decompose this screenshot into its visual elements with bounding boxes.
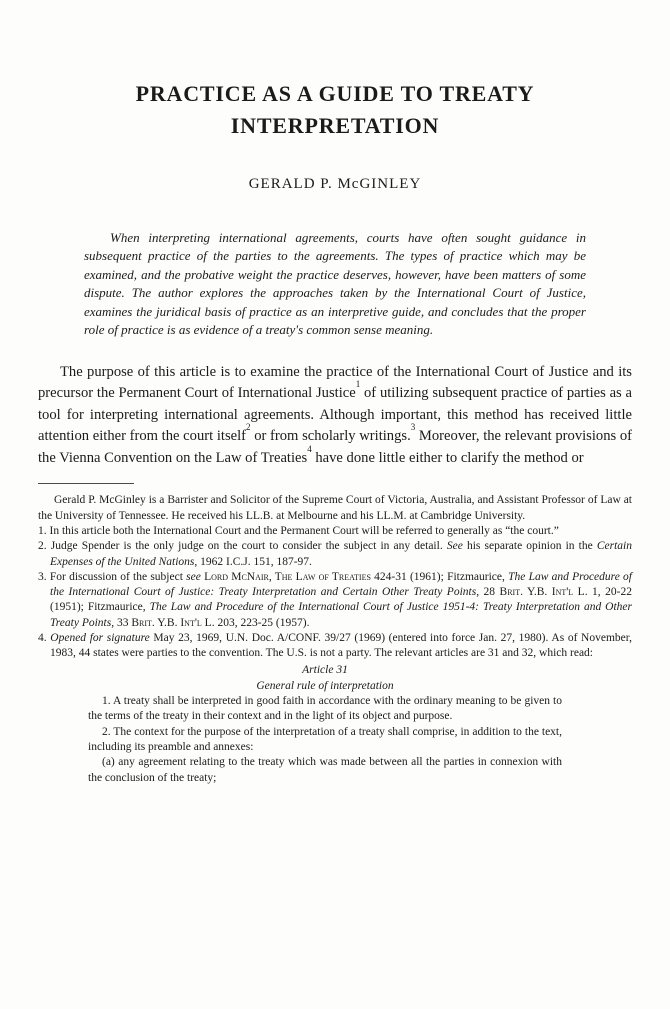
text-segment: have done little either to clarify the method or [311,449,584,466]
text-segment: 203, 223-25 (1957). [214,616,310,629]
text-segment: of utilizing subsequent practice of parties as a tool for interpreting international agreements. Although important, this method has received little attention either from the court itself [38,385,632,445]
article-citation-title: The Law and Procedure of the International Court of Justice: Treaty Interpretation and Certain Other Treaty Points [50,570,632,599]
abstract: When interpreting international agreements, courts have often sought guidance in subsequent practice of the parties to the agreements. The types of practice which may be examined, and the probative weight the practice deserves, however, have been matters of some dispute. The author explores the approaches taken by the International Court of Justice, examines the juridical basis of practice as an interpretive guide, and concludes that the proper role of practice is as evidence of a treaty's common sense meaning. [84,229,586,338]
footnote-ref-1: 1 [355,379,361,390]
text-segment: The purpose of this article is to examine the practice of the International Court of Justice and its precursor the Permanent Court of International Justice [38,363,632,402]
text-segment: , 33 [111,616,132,629]
text-segment: 3. For discussion of the subject [38,570,187,583]
article-title [38,78,632,142]
footnote-4 [38,631,632,662]
footnote-ref-3: 3 [410,422,416,433]
article-31-heading: Article 31 [302,663,348,676]
article-citation-title: The Law and Procedure of the International Court of Justice 1951-4: Treaty Interpretation and Other Treaty Points [50,601,632,629]
text-segment: his separate opinion in the [462,540,597,553]
text-segment: Moreover, the relevant provisions of the Vienna Convention on the Law of Treaties [38,428,633,466]
article-31-subheading: General rule of interpretation [256,679,394,692]
text-segment: , 28 [476,586,500,599]
footnote-separator-rule [38,483,134,484]
text-segment: 1, 20-22 (1951); Fitzmaurice, [50,586,632,614]
footnote-1: 1. In this article both the International Court and the Permanent Court will be referred to generally as “the court.” [38,525,559,538]
body-paragraph [38,362,632,470]
footnote-3 [38,570,632,631]
author-name: GERALD P. McGINLEY [248,175,422,192]
journal-abbreviation: Brit. Y.B. Int'l L. [499,586,588,599]
text-segment: 4. [38,632,51,644]
footnotes-section [38,483,632,785]
text-segment: May 23, 1969, U.N. Doc. A/CONF. 39/27 (1969) (entered into force Jan. 27, 1980). As of November, 1983, 44 states were parties to the convention. The U.S. is not a party. The relevant articles are 31 and 32, which read: [50,632,633,660]
article-31-paragraph-2a: (a) any agreement relating to the treaty which was made between all the parties in connexion with the conclusion of the treaty; [88,756,562,784]
footnote-ref-2: 2 [246,422,251,433]
author-biography-note: Gerald P. McGinley is a Barrister and Solicitor of the Supreme Court of Victoria, Australia, and Assistant Professor of Law at the University of Tennessee. He received his LL.B. at Melbourne and his LL.M. at Cambridge University. [38,494,632,522]
article-title-line1: PRACTICE AS A GUIDE TO TREATY [135,81,535,106]
text-segment: 2. Judge Spender is the only judge on the court to consider the subject in any detail. [38,540,447,553]
footnote-ref-4: 4 [307,443,312,454]
text-segment: 424-31 (1961); Fitzmaurice, [370,570,509,583]
see-signal: See [446,540,463,553]
article-31-paragraph-1: 1. A treaty shall be interpreted in good faith in accordance with the ordinary meaning to be given to the terms of the treaty in their context and in the light of its object and purpose. [88,695,562,723]
footnote-2 [38,539,632,570]
journal-abbreviation: Brit. Y.B. Int'l L. [131,616,215,629]
treaty-quote-block [88,663,562,786]
text-segment: or from scholarly writings. [250,428,411,445]
case-name: Certain Expenses of the United Nations [50,540,632,568]
article-title-line2: INTERPRETATION [230,112,440,138]
article-31-paragraph-2: 2. The context for the purpose of the interpretation of a treaty shall comprise, in addition to the text, including its preamble and annexes: [88,725,562,753]
opened-for-signature-phrase: Opened for signature [50,632,150,644]
book-citation: Lord McNair, The Law of Treaties [204,570,371,583]
see-signal: see [186,570,205,583]
text-segment: , 1962 I.C.J. 151, 187-97. [194,555,312,568]
